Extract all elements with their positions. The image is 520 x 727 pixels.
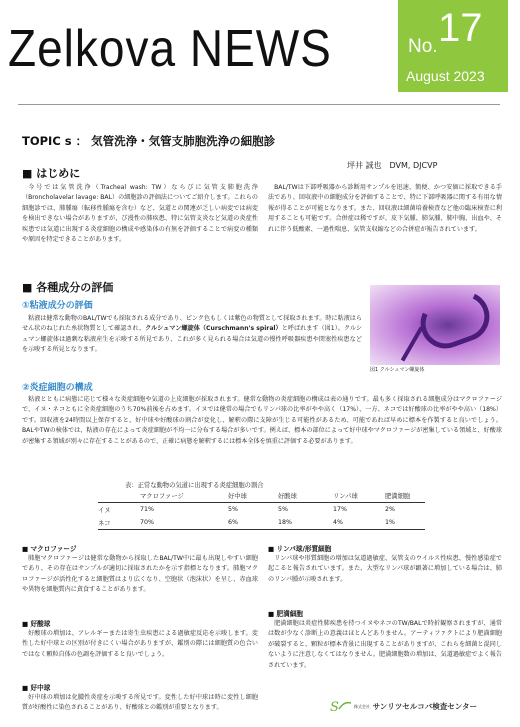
issue-badge: [398, 0, 508, 92]
lymphocyte-text: リンパ球や形質細胞の増加は気道過敏症、気管支のウイルス性疾患、慢性感染症で起こると報告されています。また、大型なリンパ球が顕著に増加している場合は、肺のリンパ腫が示唆されます。: [268, 555, 502, 583]
table-row: [98, 516, 425, 530]
intro-text-right: BAL/TWは下部呼吸器から診断用サンプルを迅速、簡便、かつ安価に採取できる手法であり、回収液中の細胞成分を評価することで、特に下部呼吸器に関する有用な情報が得ることが可能となります。また、回収液は細菌培養検査など他の臨床検査に利用することも可能です。合併症は稀ですが、皮下気腫、肺気腫、肺中胸、出血や、それに伴う低酸素、一過性喘息、気管支収縮などの合併症が報告されています。: [268, 184, 502, 233]
intro-text-left: 今号では気管洗浄（Tracheal wash: TW）ならびに気管支肺胞洗浄（Broncholavelar lavage: BAL）の細胞診の評価法についてご紹介します。これらの細胞診では、肺腫瘍（転移性腫瘍を含む）など、気道との関連が乏しい病変では病変を検出できない場合がありますが、び漫性の肺疾患、特に気管支炎など気道の炎症性疾患では気道に出現する炎症細胞の構成や感染体の有無を評価することで病変の種類や原因を特定できることがあります。: [22, 184, 258, 244]
cell-ratio-table: [98, 489, 425, 530]
spiral-shape: [414, 285, 497, 356]
table-row: [98, 503, 425, 517]
neutrophil-text: 好中球の増加は化膿性炎症を示唆する所見です。変性した好中球は時に変性し細胞質が好酸性に染色されることがあり、好酸球との鑑別が重要となります。: [22, 694, 258, 712]
table-cell: 70%: [140, 519, 154, 526]
curschmann-spiral-image: [370, 285, 500, 365]
table-title: 表：正常な動物の気道に出現する炎症細胞の割合: [125, 482, 264, 489]
mast-cell-text: 肥満細胞は炎症性肺疾患を持つイヌやネコのTW/BALで時折観察されますが、通常は数が少なく診断上の意義はほとんどありません。アーティファクトにより肥満細胞が破裂すると、顆粒が標本背景に出現することがありますが、これらを細菌と混同しないように注意しなくてはなりません。肥満細胞数の増加は、気道過敏症でよく報告されています。: [268, 620, 502, 669]
company-logo-icon: [330, 699, 352, 713]
mast-cell-heading: ■ 肥満細胞: [268, 610, 303, 618]
table-header-eosinophil: 好酸球: [278, 493, 297, 500]
mucus-text: [22, 314, 362, 356]
table-cell: 4%: [333, 519, 343, 526]
author-line: 坪井 誠也 DVM, DJCVP: [347, 161, 438, 170]
table-header-lymphocyte: リンパ球: [333, 493, 358, 500]
mucus-text-a: 粘液は健常な動物のBAL/TWでも採取される成分であり、ピンク色もしくは紫色の物質として採取されます。時に粘液はらせん状のねじれた糸状物質として確認され、: [22, 315, 362, 333]
table-cell: 5%: [228, 506, 238, 513]
mucus-heading: ①粘液成分の評価: [22, 301, 93, 311]
table-cell: 17%: [333, 506, 347, 513]
macrophage-text: 肺胞マクロファージは健常な動物から採取したBAL/TW中に最も出現しやすい細胞であり、その存在はサンプルが適切に採取されたかを示す指標となります。肺胞マクロファージが活性化すると細胞質はより広くなり、空胞状（泡沫状）を呈し、赤血球や異物を細胞質内に貪食することがあります。: [22, 555, 258, 594]
issue-prefix: No.: [408, 36, 438, 57]
table-cell: 1%: [385, 519, 395, 526]
company-prefix: 株式会社: [354, 704, 370, 709]
table-cell: 5%: [278, 506, 288, 513]
newsletter-title: Zelkova NEWS: [8, 19, 332, 78]
spiral-tail: [401, 327, 423, 362]
company-name: [354, 701, 477, 712]
table-header-mast: 肥満細胞: [385, 493, 411, 500]
table-header-neutrophil: 好中球: [228, 493, 247, 500]
intro-heading: ■ はじめに: [22, 167, 81, 180]
table-cell: ネコ: [98, 520, 111, 527]
header-divider: [18, 104, 500, 105]
table-cell: 6%: [228, 519, 238, 526]
inflammatory-text: 粘液とともに病態に応じて様々な炎症細胞や気道の上皮細胞が採取されます。健常な動物の炎症細胞の構成は表の通りです。最も多く採取される細胞成分はマクロファージで、イヌ・ネコともに全炎症細胞のうち70%前後を占めます。イヌでは健常の場合でもリンパ球の比率がやや高く（17%）、一方、ネコでは好酸球の比率がやや高い（18%）です。回収液を24時間以上保存すると、好中球や好酸球の割合が変化し、解釈の際に支障が生じる可能性があるため、可能であれば早めに標本を作製すると良いでしょう。BALやTWの検体では、粘液の存在によって炎症細胞が不均一に分布する場合が多いです。例えば、標本の部位によって好中球やマクロファージが密集している領域と、好酸球が密集する領域が別々に存在することがあるので、正確に病態を解釈するには標本全体を慎重に評価する必要があります。: [22, 396, 502, 445]
components-heading: ■ 各種成分の評価: [22, 281, 114, 294]
lymphocyte-heading: ■ リンパ球/形質細胞: [268, 545, 332, 553]
eosinophil-heading: ■ 好酸球: [22, 620, 51, 628]
table-header-blank: [98, 489, 140, 503]
curschmann-term: クルシュマン螺旋体（Curschmann's spiral）: [145, 325, 282, 333]
macrophage-heading: ■ マクロファージ: [22, 545, 77, 553]
table-cell: イヌ: [98, 507, 111, 514]
table-cell: 18%: [278, 519, 292, 526]
neutrophil-heading: ■ 好中球: [22, 684, 51, 692]
table-header-macrophage: マクロファージ: [140, 493, 184, 500]
eosinophil-text: 好酸球の増加は、アレルギーまたは寄生虫疾患による過敏症反応を示唆します。変性した好中球との区別が付きにくい場合がありますが、鑑別の際には細胞質の色合いではなく顆粒自体の色調を評価すると良いでしょう。: [22, 630, 258, 658]
figure-caption: 図1 クルシュマン螺旋体: [370, 367, 425, 373]
svg-text:S: S: [330, 700, 339, 713]
issue-date: August 2023: [406, 68, 485, 84]
table-cell: 71%: [140, 506, 154, 513]
table-cell: 2%: [385, 506, 395, 513]
mucus-text-b: と呼ばれます（図1）。クルシュマン螺旋体は過剰な粘液産生を示唆する所見であり、これが多く見られる場合は気道の慢性呼吸器疾患や閉塞性疾患などを示唆する所見となります。: [22, 325, 362, 354]
issue-number: 17: [438, 6, 483, 50]
company-name-text: サンリツセルコバ検査センター: [372, 702, 477, 711]
table-header-row: [98, 489, 425, 503]
inflammatory-heading: ②炎症細胞の構成: [22, 383, 93, 393]
topic-title: TOPIC s ： 気管洗浄・気管支肺胞洗浄の細胞診: [22, 134, 276, 148]
